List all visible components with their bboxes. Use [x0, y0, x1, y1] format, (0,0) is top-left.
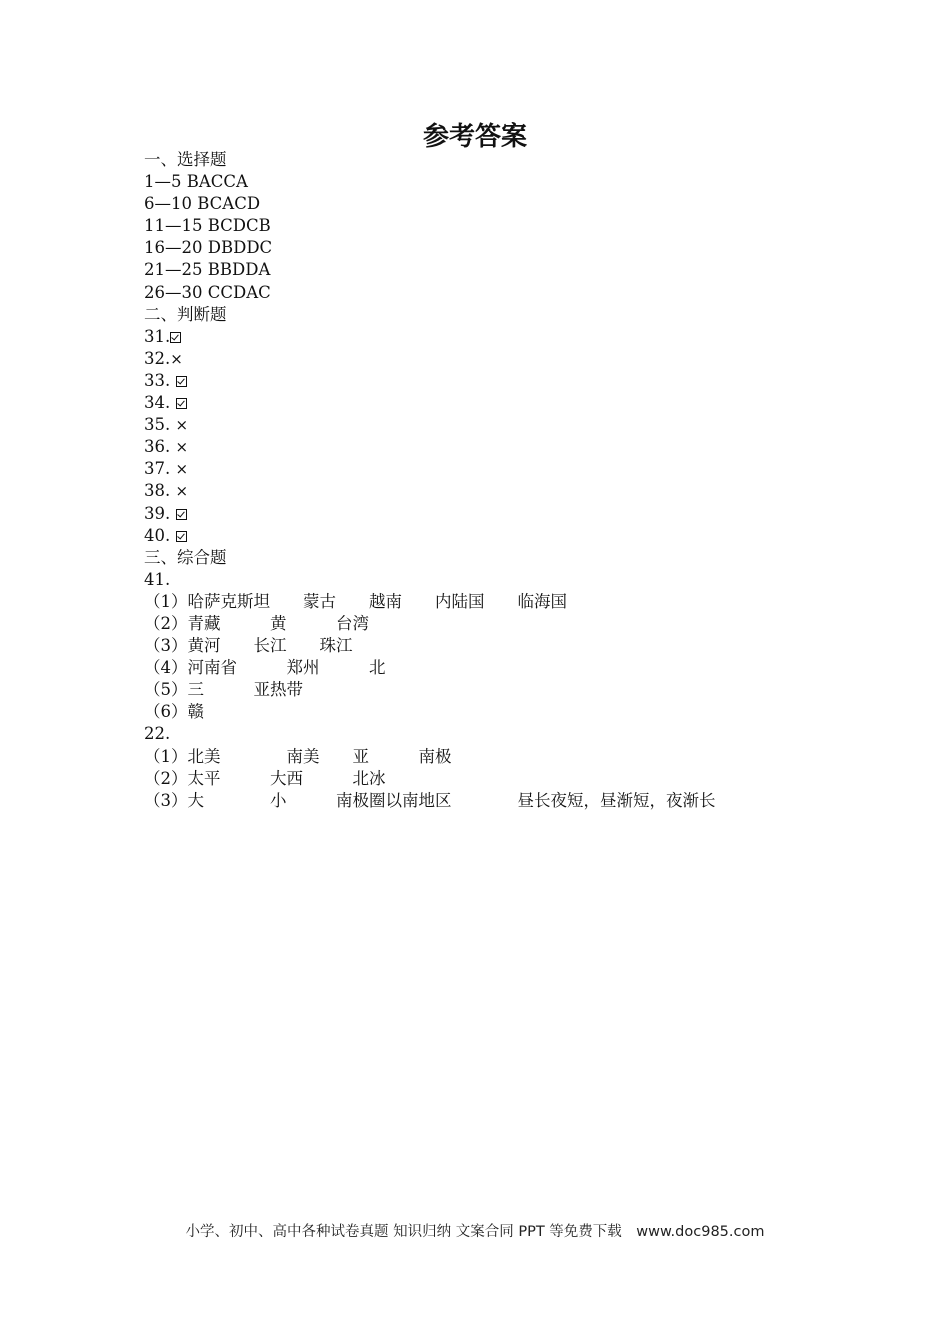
question-number: 41. — [144, 569, 171, 589]
choice-answer-line: 6—10 BCACD — [144, 194, 261, 214]
judgment-number: 40. — [144, 525, 176, 545]
judgment-item — [144, 392, 716, 414]
footer-watermark: 小学、初中、高中各种试卷真题 知识归纳 文案合同 PPT 等免费下载 www.doc985.com — [185, 1224, 765, 1240]
answer-line: （1）哈萨克斯坦 蒙古 越南 内陆国 临海国 — [144, 591, 567, 611]
cross-icon: × — [175, 482, 189, 501]
judgment-number: 32. — [144, 348, 171, 368]
judgment-item — [144, 525, 716, 547]
checkbox-checked-icon — [176, 398, 187, 409]
answer-line: （3）大 小 南极圈以南地区 昼长夜短，昼渐短，夜渐长 — [144, 790, 716, 810]
judgment-item — [144, 503, 716, 525]
judgment-number: 38. — [144, 481, 176, 501]
judgment-item — [144, 370, 716, 392]
judgment-item — [144, 436, 716, 458]
question-number: 22. — [144, 724, 171, 744]
checkbox-checked-icon — [176, 531, 187, 542]
page-title: 参考答案 — [422, 122, 527, 152]
answer-line: （4）河南省 郑州 北 — [144, 658, 386, 678]
judgment-number: 36. — [144, 437, 176, 457]
choice-answer-line: 11—15 BCDCB — [144, 216, 271, 236]
judgment-number: 35. — [144, 415, 176, 435]
judgment-number: 33. — [144, 370, 176, 390]
cross-icon: × — [170, 349, 183, 368]
judgment-item — [144, 458, 716, 480]
judgment-item — [144, 480, 716, 502]
judgment-number: 34. — [144, 393, 176, 413]
answer-line: （2）太平 大西 北冰 — [144, 768, 386, 788]
checkbox-checked-icon — [176, 509, 187, 520]
checkbox-checked-icon — [170, 332, 181, 343]
section-heading: 一、选择题 — [144, 150, 227, 169]
cross-icon: × — [175, 460, 189, 479]
judgment-number: 39. — [144, 503, 176, 523]
judgment-item — [144, 348, 716, 370]
judgment-answer-list — [144, 326, 716, 547]
judgment-item — [144, 414, 716, 436]
answer-content — [144, 149, 716, 812]
choice-answer-line: 26—30 CCDAC — [144, 282, 271, 302]
judgment-number: 37. — [144, 459, 176, 479]
answer-line: （3）黄河 长江 珠江 — [144, 636, 353, 656]
section-heading: 二、判断题 — [144, 304, 227, 324]
answer-line: （2）青藏 黄 台湾 — [144, 613, 369, 633]
answer-line: （5）三 亚热带 — [144, 680, 303, 700]
judgment-number: 31. — [144, 326, 171, 346]
answer-line: （1）北美 南美 亚 南极 — [144, 746, 452, 766]
choice-answer-line: 21—25 BBDDA — [144, 260, 271, 280]
choice-answer-line: 1—5 BACCA — [144, 172, 248, 192]
cross-icon: × — [175, 438, 189, 457]
checkbox-checked-icon — [176, 376, 187, 387]
section-heading: 三、综合题 — [144, 547, 227, 567]
choice-answer-line: 16—20 DBDDC — [144, 238, 273, 258]
answer-line: （6）赣 — [144, 702, 204, 722]
cross-icon: × — [175, 416, 189, 435]
judgment-item — [144, 326, 716, 348]
